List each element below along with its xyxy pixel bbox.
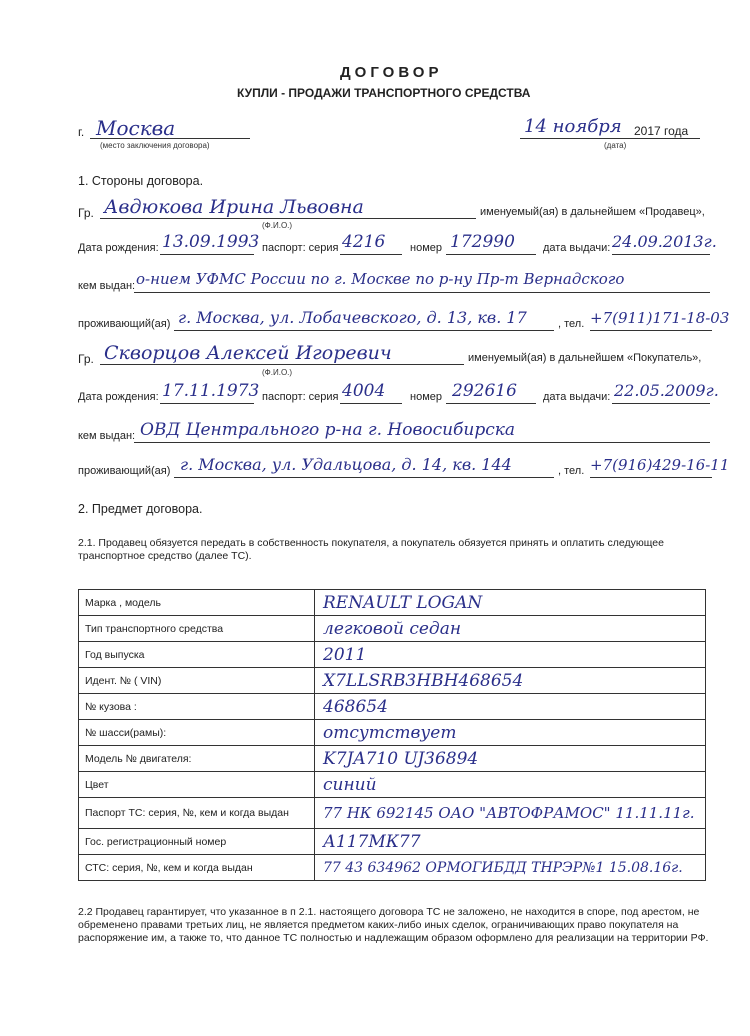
table-row [79,829,706,855]
table-row [79,720,706,746]
seller-name-caption: (Ф.И.О.) [262,221,293,230]
vehicle-label: № кузова : [79,694,315,720]
vehicle-value[interactable]: 468654 [315,694,706,720]
buyer-number-label: номер [410,391,442,403]
buyer-issued-by-label: кем выдан: [78,430,136,442]
buyer-passport-label: паспорт: серия [262,391,339,403]
buyer-birth-label: Дата рождения: [78,391,159,403]
vehicle-label: Гос. регистрационный номер [79,829,315,855]
vehicle-label: Идент. № ( VIN) [79,668,315,694]
seller-issued-by-line [134,292,710,293]
vehicle-value[interactable]: K7JA710 UJ36894 [315,746,706,772]
document-subtitle: КУПЛИ - ПРОДАЖИ ТРАНСПОРТНОГО СРЕДСТВА [237,86,531,100]
buyer-series[interactable]: 4004 [342,381,386,401]
date-caption: (дата) [604,141,627,150]
seller-residence-line [174,330,554,331]
buyer-birth[interactable]: 17.11.1973 [162,381,260,401]
seller-name-line [100,218,476,219]
buyer-issued-by-line [134,442,710,443]
seller-issue-date[interactable]: 24.09.2013г. [612,232,717,251]
vehicle-label: СТС: серия, №, кем и когда выдан [79,855,315,881]
buyer-residence-label: проживающий(ая) [78,465,171,477]
buyer-birth-line [160,403,254,404]
table-row [79,855,706,881]
vehicle-value[interactable]: А117МК77 [315,829,706,855]
buyer-residence-line [174,477,554,478]
seller-number[interactable]: 172990 [450,232,515,252]
seller-name[interactable]: Авдюкова Ирина Львовна [104,196,364,218]
seller-issued-by-label: кем выдан: [78,280,136,292]
table-row [79,772,706,798]
seller-series[interactable]: 4216 [342,232,386,252]
buyer-issue-date-label: дата выдачи: [543,391,611,403]
buyer-phone-line [590,477,712,478]
vehicle-label: Цвет [79,772,315,798]
buyer-issued-by[interactable]: ОВД Центрального р-на г. Новосибирска [140,420,516,440]
buyer-phone-label: , тел. [558,465,585,477]
buyer-series-line [340,403,402,404]
vehicle-value[interactable]: RENAULT LOGAN [315,590,706,616]
seller-residence[interactable]: г. Москва, ул. Лобачевского, д. 13, кв. 17 [178,308,527,327]
vehicle-value[interactable]: синий [315,772,706,798]
table-row [79,590,706,616]
buyer-number[interactable]: 292616 [452,381,517,401]
document-title: ДОГОВОР [340,64,443,81]
city-prefix: г. [78,125,85,139]
seller-number-line [446,254,536,255]
seller-residence-label: проживающий(ая) [78,318,171,330]
vehicle-label: Тип транспортного средства [79,616,315,642]
table-row [79,746,706,772]
vehicle-label: Марка , модель [79,590,315,616]
buyer-residence[interactable]: г. Москва, ул. Удальцова, д. 14, кв. 144 [180,455,512,474]
vehicle-value[interactable]: 77 43 634962 ОРМОГИБДД ТНРЭР№1 15.08.16г. [315,855,706,881]
seller-role-text: именуемый(ая) в дальнейшем «Продавец», [480,206,705,218]
vehicle-value[interactable]: легковой седан [315,616,706,642]
table-row [79,798,706,829]
buyer-prefix: Гр. [78,352,94,366]
table-row [79,694,706,720]
table-row [79,616,706,642]
seller-phone-line [590,330,712,331]
seller-prefix: Гр. [78,206,94,220]
seller-phone[interactable]: +7(911)171-18-03 [590,309,730,327]
buyer-name-line [100,364,464,365]
seller-passport-label: паспорт: серия [262,242,339,254]
seller-issued-by[interactable]: о-нием УФМС России по г. Москве по р-ну Пр-т Вернадского [136,270,625,288]
city-caption: (место заключения договора) [100,141,210,150]
seller-birth[interactable]: 13.09.1993 [162,232,260,252]
table-row [79,642,706,668]
seller-phone-label: , тел. [558,318,585,330]
vehicle-value[interactable]: X7LLSRB3HBH468654 [315,668,706,694]
vehicle-value[interactable]: 2011 [315,642,706,668]
buyer-role-text: именуемый(ая) в дальнейшем «Покупатель», [468,352,702,364]
seller-birth-label: Дата рождения: [78,242,159,254]
buyer-name[interactable]: Скворцов Алексей Игоревич [104,342,392,364]
seller-birth-line [160,254,254,255]
seller-number-label: номер [410,242,442,254]
buyer-number-line [446,403,536,404]
paragraph-2-2: 2.2 Продавец гарантирует, что указанное в п 2.1. настоящего договора ТС не заложено, не находится в споре, под арестом, не обременено правами третьих лиц, не является предметом каких-либо иных сделок, ограничивающих право покупателя на распоряжение им, а также то, что данное ТС полностью и надлежащим образом оформлено для реализации на территории РФ. [78,906,709,944]
city-value[interactable]: Москва [96,116,176,140]
vehicle-label: Модель № двигателя: [79,746,315,772]
vehicle-table [78,589,706,881]
date-line [520,138,700,139]
buyer-issue-date-line [612,403,710,404]
vehicle-label: Год выпуска [79,642,315,668]
date-year: 2017 года [634,124,689,138]
date-value[interactable]: 14 ноября [524,116,622,137]
vehicle-value[interactable]: отсутствует [315,720,706,746]
table-row [79,668,706,694]
paragraph-2-1: 2.1. Продавец обязуется передать в собственность покупателя, а покупатель обязуется принять и оплатить следующее транспортное средство (далее ТС). [78,537,664,562]
buyer-issue-date[interactable]: 22.05.2009г. [614,381,719,400]
seller-issue-date-label: дата выдачи: [543,242,611,254]
vehicle-value[interactable]: 77 НК 692145 ОАО "АВТОФРАМОС" 11.11.11г. [315,798,706,829]
buyer-name-caption: (Ф.И.О.) [262,368,293,377]
section2-heading: 2. Предмет договора. [78,502,203,516]
vehicle-label: № шасси(рамы): [79,720,315,746]
vehicle-label: Паспорт ТС: серия, №, кем и когда выдан [79,798,315,829]
seller-series-line [340,254,402,255]
section1-heading: 1. Стороны договора. [78,174,204,188]
buyer-phone[interactable]: +7(916)429-16-11 [590,456,730,474]
seller-issue-date-line [612,254,710,255]
